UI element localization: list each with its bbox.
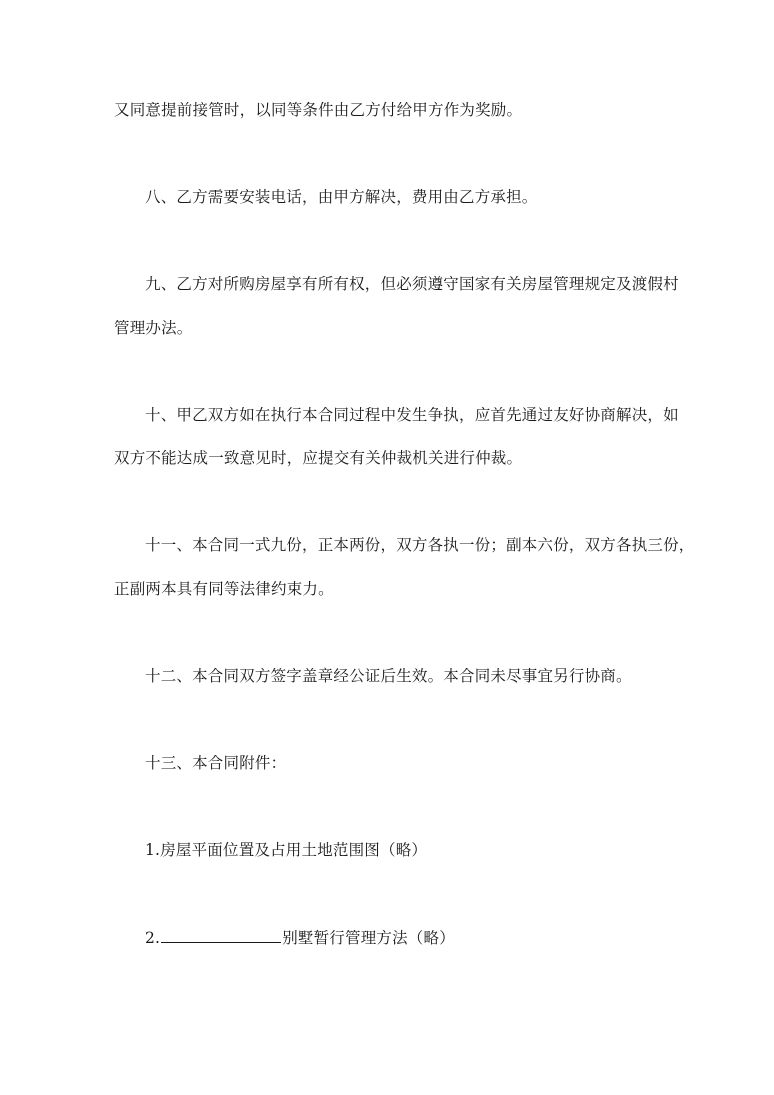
clause-11: 十一、本合同一式九份，正本两份，双方各执一份；副本六份，双方各执三份， [145,536,695,554]
text-line: 又同意提前接管时，以同等条件由乙方付给甲方作为奖励。 [114,101,523,119]
clause-8: 八、乙方需要安装电话，由甲方解决，费用由乙方承担。 [145,188,538,206]
clause-13: 十三、本合同附件： [145,754,287,772]
clause-12: 十二、本合同双方签字盖章经公证后生效。本合同未尽事宜另行协商。 [145,667,632,685]
clause-9: 九、乙方对所购房屋享有所有权，但必须遵守国家有关房屋管理规定及渡假村 [145,275,679,293]
fill-in-blank[interactable] [161,927,281,943]
clause-10: 十、甲乙双方如在执行本合同过程中发生争执，应首先通过友好协商解决，如 [145,406,679,424]
text-line: 管理办法。 [114,319,193,337]
text-line: 正副两本具有同等法律约束力。 [114,580,334,598]
text-line: 双方不能达成一致意见时，应提交有关仲裁机关进行仲裁。 [114,449,523,467]
attachment-2 [145,927,455,948]
attachment-1: 1.房屋平面位置及占用土地范围图（略） [145,841,428,859]
attachment-2-text: 别墅暂行管理方法（略） [282,929,455,947]
attachment-2-number: 2. [145,929,161,947]
